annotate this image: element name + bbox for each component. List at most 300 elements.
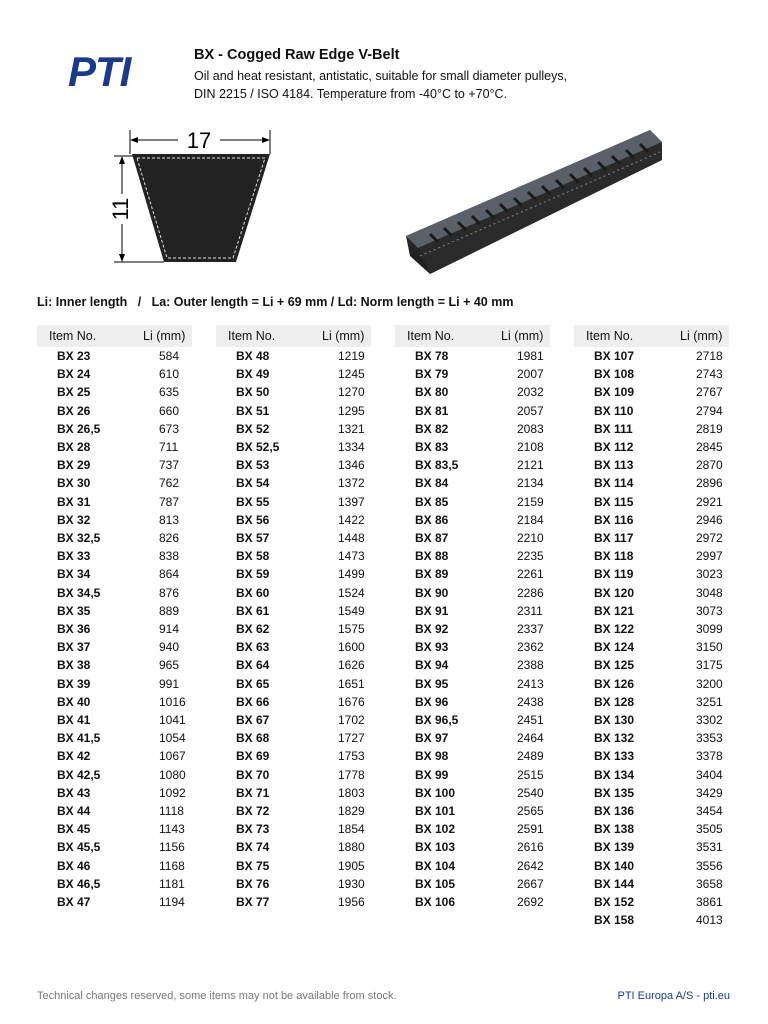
table-row bbox=[216, 620, 371, 638]
item-no-cell: BX 139 bbox=[594, 840, 635, 855]
item-no-cell: BX 108 bbox=[594, 367, 635, 382]
width-label: 17 bbox=[186, 128, 212, 153]
table-row bbox=[395, 857, 550, 875]
item-no-cell: BX 55 bbox=[236, 494, 270, 509]
table-row bbox=[395, 802, 550, 820]
table-row bbox=[37, 347, 192, 365]
li-cell: 1600 bbox=[338, 640, 365, 655]
table-row bbox=[216, 766, 371, 784]
table-row bbox=[216, 838, 371, 856]
li-cell: 2591 bbox=[517, 822, 544, 837]
table-row bbox=[395, 365, 550, 383]
table-row bbox=[37, 420, 192, 438]
footer-note: Technical changes reserved, some items may not be available from stock. bbox=[37, 990, 397, 1002]
item-no-cell: BX 134 bbox=[594, 767, 635, 782]
item-no-cell: BX 85 bbox=[415, 494, 449, 509]
item-no-cell: BX 32 bbox=[57, 512, 91, 527]
table-row bbox=[37, 893, 192, 911]
item-no-cell: BX 59 bbox=[236, 567, 270, 582]
li-cell: 2121 bbox=[517, 458, 544, 473]
li-cell: 1448 bbox=[338, 531, 365, 546]
table-row bbox=[37, 620, 192, 638]
table-row bbox=[574, 857, 729, 875]
li-cell: 673 bbox=[159, 421, 180, 436]
item-no-cell: BX 65 bbox=[236, 676, 270, 691]
li-cell: 2438 bbox=[517, 694, 544, 709]
table-row bbox=[574, 547, 729, 565]
table-row bbox=[37, 402, 192, 420]
li-cell: 838 bbox=[159, 549, 180, 564]
belt-profile-diagram bbox=[108, 124, 280, 272]
li-cell: 3556 bbox=[696, 858, 723, 873]
li-cell: 940 bbox=[159, 640, 180, 655]
li-cell: 1727 bbox=[338, 731, 365, 746]
li-cell: 2464 bbox=[517, 731, 544, 746]
li-cell: 1080 bbox=[159, 767, 186, 782]
li-cell: 3404 bbox=[696, 767, 723, 782]
li-cell: 2134 bbox=[517, 476, 544, 491]
li-cell: 737 bbox=[159, 458, 180, 473]
item-no-cell: BX 69 bbox=[236, 749, 270, 764]
item-no-cell: BX 82 bbox=[415, 421, 449, 436]
item-no-cell: BX 48 bbox=[236, 349, 270, 363]
table-row bbox=[574, 766, 729, 784]
footer-company: PTI Europa A/S - pti.eu bbox=[617, 990, 730, 1002]
li-cell: 3023 bbox=[696, 567, 723, 582]
table-row bbox=[37, 838, 192, 856]
item-no-cell: BX 41 bbox=[57, 713, 91, 728]
table-row bbox=[574, 675, 729, 693]
table-row bbox=[574, 875, 729, 893]
item-no-cell: BX 57 bbox=[236, 531, 270, 546]
description bbox=[194, 67, 614, 103]
table-row bbox=[574, 747, 729, 765]
li-cell: 1346 bbox=[338, 458, 365, 473]
li-cell: 2337 bbox=[517, 622, 544, 637]
table-row bbox=[574, 529, 729, 547]
item-no-cell: BX 60 bbox=[236, 585, 270, 600]
table-row bbox=[37, 656, 192, 674]
li-cell: 1676 bbox=[338, 694, 365, 709]
table-row bbox=[216, 529, 371, 547]
item-no-cell: BX 66 bbox=[236, 694, 270, 709]
item-no-cell: BX 138 bbox=[594, 822, 635, 837]
item-no-cell: BX 113 bbox=[594, 458, 634, 473]
item-no-cell: BX 62 bbox=[236, 622, 270, 637]
li-cell: 1067 bbox=[159, 749, 186, 764]
li-cell: 826 bbox=[159, 531, 180, 546]
table-row bbox=[216, 347, 371, 365]
table-row bbox=[216, 893, 371, 911]
item-no-cell: BX 26 bbox=[57, 403, 91, 418]
table-row bbox=[216, 602, 371, 620]
table-row bbox=[216, 474, 371, 492]
item-no-cell: BX 71 bbox=[236, 785, 270, 800]
table-row bbox=[574, 638, 729, 656]
li-cell: 2235 bbox=[517, 549, 544, 564]
table-row bbox=[574, 602, 729, 620]
item-no-cell: BX 45,5 bbox=[57, 840, 101, 855]
table-row bbox=[395, 456, 550, 474]
table-row bbox=[574, 729, 729, 747]
li-cell: 3378 bbox=[696, 749, 723, 764]
table-row bbox=[574, 711, 729, 729]
item-no-cell: BX 58 bbox=[236, 549, 270, 564]
li-cell: 2083 bbox=[517, 421, 544, 436]
table-row bbox=[37, 474, 192, 492]
table-row bbox=[395, 383, 550, 401]
li-cell: 2032 bbox=[517, 385, 544, 400]
item-no-cell: BX 100 bbox=[415, 785, 456, 800]
li-cell: 1092 bbox=[159, 785, 186, 800]
li-cell: 1829 bbox=[338, 804, 365, 819]
item-no-cell: BX 105 bbox=[415, 876, 456, 891]
li-cell: 3531 bbox=[696, 840, 723, 855]
li-cell: 787 bbox=[159, 494, 180, 509]
table-row bbox=[37, 747, 192, 765]
item-no-cell: BX 68 bbox=[236, 731, 270, 746]
item-no-cell: BX 140 bbox=[594, 858, 635, 873]
pti-logo bbox=[66, 50, 166, 90]
table-row bbox=[37, 820, 192, 838]
table-row bbox=[395, 656, 550, 674]
table-row bbox=[395, 620, 550, 638]
table-row bbox=[216, 693, 371, 711]
li-cell: 3658 bbox=[696, 876, 723, 891]
header-item-no: Item No. bbox=[216, 325, 314, 347]
item-no-cell: BX 42,5 bbox=[57, 767, 101, 782]
li-cell: 1880 bbox=[338, 840, 365, 855]
table-row bbox=[395, 529, 550, 547]
item-no-cell: BX 75 bbox=[236, 858, 270, 873]
li-cell: 2718 bbox=[696, 349, 723, 363]
item-no-cell: BX 111 bbox=[594, 421, 633, 436]
li-cell: 2845 bbox=[696, 440, 723, 455]
header-li: Li (mm) bbox=[135, 325, 192, 347]
table-row bbox=[574, 493, 729, 511]
li-cell: 1651 bbox=[338, 676, 365, 691]
table-row bbox=[37, 729, 192, 747]
li-cell: 2667 bbox=[517, 876, 544, 891]
item-no-cell: BX 77 bbox=[236, 895, 270, 910]
logo-text: PTI bbox=[68, 50, 131, 90]
li-cell: 2819 bbox=[696, 421, 723, 436]
table-row bbox=[216, 365, 371, 383]
li-cell: 610 bbox=[159, 367, 180, 382]
li-cell: 660 bbox=[159, 403, 180, 418]
table-row bbox=[37, 511, 192, 529]
table-row bbox=[574, 383, 729, 401]
table-row bbox=[574, 347, 729, 365]
table-row bbox=[216, 584, 371, 602]
table-row bbox=[37, 675, 192, 693]
item-no-cell: BX 50 bbox=[236, 385, 270, 400]
li-cell: 2870 bbox=[696, 458, 723, 473]
item-no-cell: BX 29 bbox=[57, 458, 91, 473]
item-no-cell: BX 46,5 bbox=[57, 876, 101, 891]
li-cell: 2286 bbox=[517, 585, 544, 600]
li-cell: 1321 bbox=[338, 421, 365, 436]
li-cell: 2210 bbox=[517, 531, 544, 546]
li-cell: 2565 bbox=[517, 804, 544, 819]
item-no-cell: BX 53 bbox=[236, 458, 270, 473]
item-no-cell: BX 119 bbox=[594, 567, 634, 582]
item-no-cell: BX 79 bbox=[415, 367, 449, 382]
item-no-cell: BX 112 bbox=[594, 440, 634, 455]
table-row bbox=[216, 547, 371, 565]
li-cell: 889 bbox=[159, 603, 180, 618]
item-no-cell: BX 36 bbox=[57, 622, 91, 637]
table-row bbox=[395, 565, 550, 583]
table-row bbox=[395, 729, 550, 747]
item-no-cell: BX 130 bbox=[594, 713, 635, 728]
table-row bbox=[37, 456, 192, 474]
item-no-cell: BX 128 bbox=[594, 694, 635, 709]
item-no-cell: BX 96,5 bbox=[415, 713, 459, 728]
table-row bbox=[395, 584, 550, 602]
item-no-cell: BX 144 bbox=[594, 876, 635, 891]
item-no-cell: BX 39 bbox=[57, 676, 91, 691]
table-row bbox=[37, 602, 192, 620]
item-no-cell: BX 72 bbox=[236, 804, 270, 819]
table-row bbox=[395, 438, 550, 456]
li-cell: 3175 bbox=[696, 658, 723, 673]
table-row bbox=[216, 802, 371, 820]
description-line-2: DIN 2215 / ISO 4184. Temperature from -40°C to +70°C. bbox=[194, 87, 508, 101]
li-cell: 762 bbox=[159, 476, 180, 491]
li-cell: 2692 bbox=[517, 895, 544, 910]
li-cell: 2261 bbox=[517, 567, 544, 582]
item-no-cell: BX 26,5 bbox=[57, 421, 101, 436]
item-no-cell: BX 51 bbox=[236, 403, 270, 418]
item-no-cell: BX 91 bbox=[415, 603, 449, 618]
li-cell: 1422 bbox=[338, 512, 365, 527]
li-cell: 1397 bbox=[338, 494, 365, 509]
li-cell: 2921 bbox=[696, 494, 723, 509]
item-no-cell: BX 89 bbox=[415, 567, 449, 582]
item-no-cell: BX 52,5 bbox=[236, 440, 280, 455]
item-no-cell: BX 46 bbox=[57, 858, 91, 873]
header-li: Li (mm) bbox=[493, 325, 550, 347]
li-cell: 1295 bbox=[338, 403, 365, 418]
table-row bbox=[395, 893, 550, 911]
li-cell: 2794 bbox=[696, 403, 723, 418]
item-no-cell: BX 83 bbox=[415, 440, 449, 455]
table-row bbox=[37, 493, 192, 511]
item-no-cell: BX 47 bbox=[57, 895, 91, 910]
li-cell: 2159 bbox=[517, 494, 544, 509]
item-no-cell: BX 93 bbox=[415, 640, 449, 655]
item-no-cell: BX 25 bbox=[57, 385, 91, 400]
table-row bbox=[574, 693, 729, 711]
item-no-cell: BX 118 bbox=[594, 549, 634, 564]
table-row bbox=[216, 511, 371, 529]
li-cell: 3353 bbox=[696, 731, 723, 746]
item-no-cell: BX 64 bbox=[236, 658, 270, 673]
belt-photo bbox=[400, 124, 670, 284]
table-row bbox=[574, 511, 729, 529]
li-cell: 1981 bbox=[517, 349, 544, 363]
table-row bbox=[395, 420, 550, 438]
table-row bbox=[216, 402, 371, 420]
table-row bbox=[216, 820, 371, 838]
li-cell: 1143 bbox=[159, 822, 185, 837]
item-no-cell: BX 28 bbox=[57, 440, 91, 455]
li-cell: 1473 bbox=[338, 549, 365, 564]
table-row bbox=[574, 438, 729, 456]
item-no-cell: BX 54 bbox=[236, 476, 270, 491]
table-row bbox=[216, 711, 371, 729]
item-no-cell: BX 120 bbox=[594, 585, 635, 600]
table-row bbox=[37, 766, 192, 784]
item-no-cell: BX 132 bbox=[594, 731, 635, 746]
item-no-cell: BX 114 bbox=[594, 476, 634, 491]
item-no-cell: BX 102 bbox=[415, 822, 456, 837]
li-cell: 1168 bbox=[159, 858, 185, 873]
header-li: Li (mm) bbox=[314, 325, 371, 347]
li-cell: 813 bbox=[159, 512, 180, 527]
header-item-no: Item No. bbox=[37, 325, 135, 347]
size-table-3 bbox=[395, 325, 550, 911]
item-no-cell: BX 95 bbox=[415, 676, 449, 691]
item-no-cell: BX 96 bbox=[415, 694, 449, 709]
table-row bbox=[37, 875, 192, 893]
item-no-cell: BX 45 bbox=[57, 822, 91, 837]
li-cell: 1194 bbox=[159, 895, 185, 910]
li-cell: 1956 bbox=[338, 895, 365, 910]
table-row bbox=[395, 711, 550, 729]
li-cell: 3861 bbox=[696, 895, 723, 910]
item-no-cell: BX 52 bbox=[236, 421, 270, 436]
li-cell: 1778 bbox=[338, 767, 365, 782]
li-cell: 2616 bbox=[517, 840, 544, 855]
li-cell: 1753 bbox=[338, 749, 365, 764]
li-cell: 2972 bbox=[696, 531, 723, 546]
item-no-cell: BX 124 bbox=[594, 640, 635, 655]
item-no-cell: BX 126 bbox=[594, 676, 635, 691]
li-cell: 2896 bbox=[696, 476, 723, 491]
table-row bbox=[574, 365, 729, 383]
table-row bbox=[216, 493, 371, 511]
item-no-cell: BX 87 bbox=[415, 531, 449, 546]
li-cell: 3150 bbox=[696, 640, 723, 655]
length-legend: Li: Inner length / La: Outer length = Li + 69 mm / Ld: Norm length = Li + 40 mm bbox=[37, 295, 514, 309]
li-cell: 3048 bbox=[696, 585, 723, 600]
page-title: BX - Cogged Raw Edge V-Belt bbox=[194, 47, 400, 63]
li-cell: 1575 bbox=[338, 622, 365, 637]
item-no-cell: BX 32,5 bbox=[57, 531, 101, 546]
size-table-2 bbox=[216, 325, 371, 911]
size-table-1 bbox=[37, 325, 192, 911]
li-cell: 2184 bbox=[517, 512, 544, 527]
item-no-cell: BX 158 bbox=[594, 913, 635, 928]
li-cell: 876 bbox=[159, 585, 180, 600]
table-row bbox=[395, 347, 550, 365]
li-cell: 1041 bbox=[159, 713, 186, 728]
li-cell: 2388 bbox=[517, 658, 544, 673]
header-item-no: Item No. bbox=[574, 325, 672, 347]
li-cell: 3099 bbox=[696, 622, 723, 637]
item-no-cell: BX 73 bbox=[236, 822, 270, 837]
li-cell: 2413 bbox=[517, 676, 544, 691]
li-cell: 1181 bbox=[159, 876, 185, 891]
li-cell: 2451 bbox=[517, 713, 544, 728]
li-cell: 2362 bbox=[517, 640, 544, 655]
li-cell: 3200 bbox=[696, 676, 723, 691]
li-cell: 3429 bbox=[696, 785, 723, 800]
header-li: Li (mm) bbox=[672, 325, 729, 347]
li-cell: 2540 bbox=[517, 785, 544, 800]
item-no-cell: BX 35 bbox=[57, 603, 91, 618]
item-no-cell: BX 117 bbox=[594, 531, 634, 546]
li-cell: 965 bbox=[159, 658, 180, 673]
item-no-cell: BX 30 bbox=[57, 476, 91, 491]
table-row bbox=[395, 602, 550, 620]
table-row bbox=[574, 911, 729, 929]
item-no-cell: BX 86 bbox=[415, 512, 449, 527]
item-no-cell: BX 98 bbox=[415, 749, 449, 764]
item-no-cell: BX 81 bbox=[415, 403, 449, 418]
table-row bbox=[574, 656, 729, 674]
table-row bbox=[37, 584, 192, 602]
item-no-cell: BX 135 bbox=[594, 785, 635, 800]
item-no-cell: BX 63 bbox=[236, 640, 270, 655]
table-row bbox=[574, 474, 729, 492]
li-cell: 914 bbox=[159, 622, 180, 637]
li-cell: 991 bbox=[159, 676, 180, 691]
item-no-cell: BX 101 bbox=[415, 804, 456, 819]
li-cell: 1270 bbox=[338, 385, 365, 400]
item-no-cell: BX 78 bbox=[415, 349, 449, 363]
li-cell: 1803 bbox=[338, 785, 365, 800]
li-cell: 1930 bbox=[338, 876, 365, 891]
table-row bbox=[37, 438, 192, 456]
table-row bbox=[216, 638, 371, 656]
li-cell: 1118 bbox=[159, 804, 184, 819]
table-row bbox=[216, 565, 371, 583]
li-cell: 2057 bbox=[517, 403, 544, 418]
item-no-cell: BX 24 bbox=[57, 367, 91, 382]
item-no-cell: BX 38 bbox=[57, 658, 91, 673]
item-no-cell: BX 133 bbox=[594, 749, 635, 764]
table-row bbox=[395, 693, 550, 711]
table-row bbox=[37, 565, 192, 583]
table-row bbox=[395, 820, 550, 838]
table-row bbox=[216, 420, 371, 438]
item-no-cell: BX 110 bbox=[594, 403, 634, 418]
li-cell: 1156 bbox=[159, 840, 185, 855]
li-cell: 1524 bbox=[338, 585, 365, 600]
table-row bbox=[395, 511, 550, 529]
item-no-cell: BX 44 bbox=[57, 804, 91, 819]
table-row bbox=[216, 675, 371, 693]
table-row bbox=[395, 547, 550, 565]
table-row bbox=[395, 747, 550, 765]
li-cell: 584 bbox=[159, 349, 180, 363]
li-cell: 3251 bbox=[696, 694, 723, 709]
table-row bbox=[574, 838, 729, 856]
item-no-cell: BX 61 bbox=[236, 603, 270, 618]
table-row bbox=[216, 747, 371, 765]
table-row bbox=[216, 438, 371, 456]
item-no-cell: BX 80 bbox=[415, 385, 449, 400]
item-no-cell: BX 107 bbox=[594, 349, 635, 363]
table-row bbox=[37, 365, 192, 383]
table-row bbox=[574, 820, 729, 838]
item-no-cell: BX 42 bbox=[57, 749, 91, 764]
item-no-cell: BX 33 bbox=[57, 549, 91, 564]
item-no-cell: BX 109 bbox=[594, 385, 635, 400]
